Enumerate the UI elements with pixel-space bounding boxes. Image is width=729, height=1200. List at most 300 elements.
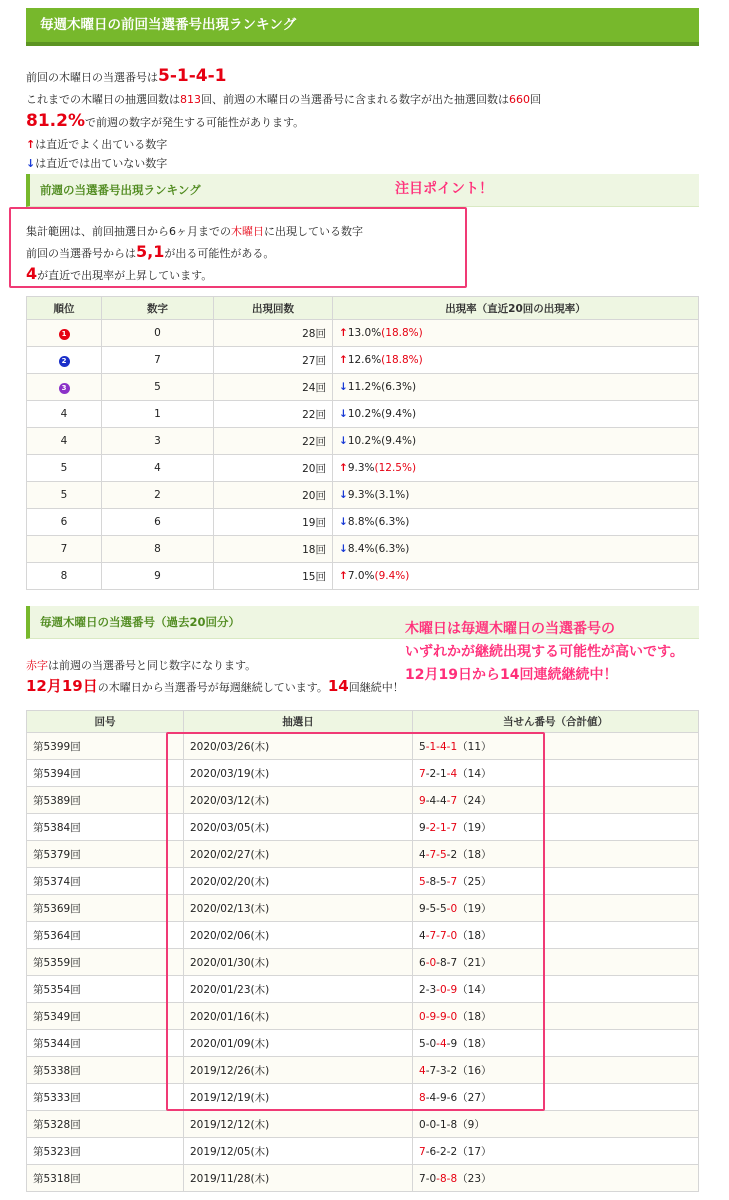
winning-digit: 7 [429,929,437,942]
winning-digit: 7 [419,1145,426,1158]
rate-cell [333,536,699,563]
rank-cell [27,320,102,347]
table-row [27,563,699,590]
winning-digit: 0 [419,1010,426,1023]
arrow-up-icon: ↑ [339,327,348,339]
winning-digit: 4 [439,794,447,807]
table-row [27,428,699,455]
sum-value: （21） [457,956,492,969]
digit-cell: 2 [102,482,214,509]
winning-digit: 8 [450,1172,458,1185]
rate-cell [333,563,699,590]
sum-value: （25） [457,875,492,888]
rate-value: 9.3% [347,462,375,474]
winning-digit: 0 [419,1118,426,1131]
sum-value: （17） [457,1145,492,1158]
sum-value: （27） [457,1091,492,1104]
scope-line-3 [26,264,363,286]
digit-cell: 0 [102,320,214,347]
draw-number-cell: 第5394回 [27,760,184,787]
rank-cell: 8 [27,563,102,590]
digit-separator: - [436,740,440,753]
winning-digit: 6 [429,1145,437,1158]
rank-cell: 4 [27,428,102,455]
count-cell: 15回 [214,563,333,590]
winning-digit: 4 [419,848,426,861]
draw-date-cell: 2019/12/05(木) [184,1138,413,1165]
sum-value: （19） [457,821,492,834]
sum-value: （18） [457,929,492,942]
winning-digit: 7 [450,794,458,807]
draw-number-cell: 第5338回 [27,1057,184,1084]
digit-separator: - [425,875,430,888]
digit-separator: - [425,1064,430,1077]
digit-separator: - [446,1010,451,1023]
table-row [27,1111,699,1138]
rank-medal-icon: 2 [59,356,70,367]
sum-value: （23） [457,1172,492,1185]
ranking-header-row [27,297,699,320]
recent-rate-value: (12.5%) [374,462,417,474]
scope-weekday: 木曜日 [231,225,264,238]
draw-date-cell: 2020/01/09(木) [184,1030,413,1057]
winning-digit: 9 [419,902,426,915]
col-header-rank: 順位 [27,297,102,320]
digit-cell: 4 [102,455,214,482]
digit-separator: - [425,983,430,996]
draw-date-cell: 2020/02/13(木) [184,895,413,922]
rank-medal-icon: 3 [59,383,70,394]
callout-line-2: いずれかが継続出現する可能性が高いです。 [405,644,684,660]
col-header-rate: 出現率（直近20回の出現率） [333,297,699,320]
intro-summary [26,64,696,173]
callout-line-1: 木曜日は毎週木曜日の当選番号の [405,621,615,637]
rate-cell [333,374,699,401]
digit-separator: - [446,821,451,834]
arrow-up-icon: ↑ [26,138,36,151]
digit-separator: - [436,875,440,888]
digit-separator: - [425,848,430,861]
draw-date-cell: 2019/12/12(木) [184,1111,413,1138]
winning-digit: 0 [439,983,447,996]
recent-rate-value: (6.3%) [381,381,417,393]
draw-date-cell: 2019/11/28(木) [184,1165,413,1192]
winning-digit: 0 [450,902,458,915]
legend-down [26,154,696,173]
rate-cell [333,482,699,509]
digit-separator: - [425,821,430,834]
col-header-count: 出現回数 [214,297,333,320]
arrow-down-icon: ↓ [339,489,348,501]
intro-line-probability [26,109,696,135]
sum-value: （18） [457,1010,492,1023]
winning-digit: 5 [439,848,447,861]
digit-separator: - [436,1010,440,1023]
recent-rate-value: (3.1%) [374,489,410,501]
digit-separator: - [436,1037,440,1050]
draw-date-cell: 2019/12/19(木) [184,1084,413,1111]
legend-red-word: 赤字 [26,659,48,672]
table-row [27,509,699,536]
arrow-down-icon: ↓ [26,157,36,170]
legend-text: は前週の当選番号と同じ数字になります。 [48,659,257,672]
winning-digit: 3 [429,983,437,996]
ranking-body [27,320,699,590]
draw-date-cell: 2020/02/06(木) [184,922,413,949]
sum-value: （9） [457,1118,485,1131]
winning-digit: 7 [450,875,458,888]
digit-separator: - [436,821,440,834]
winning-number-cell [413,1138,699,1165]
winning-digit: 8 [439,956,447,969]
sum-value: （14） [457,767,492,780]
winning-digit: 4 [429,794,437,807]
winning-digit: 4 [450,767,458,780]
winning-number-cell [413,1165,699,1192]
draw-number-cell: 第5369回 [27,895,184,922]
digit-separator: - [446,767,451,780]
count-cell: 19回 [214,509,333,536]
sum-value: （16） [457,1064,492,1077]
winning-digit: 9 [439,1091,447,1104]
digit-separator: - [446,1118,451,1131]
legend-down-text: は直近では出ていない数字 [35,157,168,170]
table-row [27,455,699,482]
rate-value: 10.2% [347,435,382,447]
rank-cell: 7 [27,536,102,563]
recent-rate-value: (9.4%) [381,408,417,420]
winning-digit: 4 [439,1037,447,1050]
page-banner-title: 毎週木曜日の前回当選番号出現ランキング [26,8,699,42]
digit-cell: 6 [102,509,214,536]
draw-date-cell: 2020/03/05(木) [184,814,413,841]
winning-digit: 0 [429,1118,437,1131]
highlight-box-streak [166,732,545,1111]
digit-separator: - [425,1037,430,1050]
rate-value: 12.6% [347,354,382,366]
draw-number-cell: 第5323回 [27,1138,184,1165]
winning-digit: 2 [419,983,426,996]
winning-digit: 2 [450,1064,458,1077]
count-cell: 28回 [214,320,333,347]
legend-line-2 [26,676,404,698]
rank-cell: 6 [27,509,102,536]
winning-digit: 7 [429,1064,437,1077]
rate-value: 8.8% [347,516,375,528]
arrow-up-icon: ↑ [339,462,348,474]
scope-text: に出現している数字 [264,225,363,238]
probability-text: で前週の数字が発生する可能性があります。 [84,116,305,129]
table-row [27,374,699,401]
digit-separator: - [446,929,451,942]
legend-line-1 [26,656,404,676]
draw-number-cell: 第5354回 [27,976,184,1003]
draw-date-cell: 2020/03/19(木) [184,760,413,787]
table-row [27,1138,699,1165]
recent-rate-value: (6.3%) [374,543,410,555]
winning-digit: 5 [419,740,426,753]
draw-number-cell: 第5389回 [27,787,184,814]
winning-digit: 9 [419,821,426,834]
digit-separator: - [446,983,451,996]
winning-digit: 5 [419,1037,426,1050]
scope-text: 前回の当選番号からは [26,247,136,260]
sum-value: （24） [457,794,492,807]
draw-date-cell: 2020/01/23(木) [184,976,413,1003]
ranking-table [26,296,699,590]
legend-up-text: は直近でよく出ている数字 [35,138,168,151]
table-row [27,536,699,563]
digit-separator: - [425,1145,430,1158]
draws-total: 813 [180,93,201,106]
draw-number-cell: 第5359回 [27,949,184,976]
digit-separator: - [446,1172,451,1185]
draw-number-cell: 第5399回 [27,733,184,760]
draw-header-row [27,711,699,733]
scope-likely-digits: 5,1 [136,242,165,261]
rate-value: 10.2% [347,408,382,420]
arrow-up-icon: ↑ [339,354,348,366]
draw-date-cell: 2020/03/12(木) [184,787,413,814]
winning-digit: 5 [439,875,447,888]
intro-line-draws [26,90,696,109]
digit-separator: - [425,1091,430,1104]
prev-winning-number: 5-1-4-1 [158,66,227,86]
callout-line-3: 12月19日から14回連続継続中！ [405,667,618,683]
recent-rate-value: (18.8%) [381,354,423,366]
winning-digit: 8 [439,1172,447,1185]
arrow-down-icon: ↓ [339,381,348,393]
winning-digit: 2 [450,848,458,861]
count-cell: 20回 [214,455,333,482]
section-heading-ranking: 前週の当選番号出現ランキング [26,174,699,207]
sum-value: （11） [457,740,492,753]
digit-cell: 3 [102,428,214,455]
winning-digit: 6 [450,1091,458,1104]
table-row [27,1165,699,1192]
winning-digit: 5 [439,902,447,915]
arrow-up-icon: ↑ [339,570,348,582]
legend-streak-count: 14 [327,677,349,695]
digit-cell: 8 [102,536,214,563]
rate-cell [333,320,699,347]
legend-text: の木曜日から当選番号が毎週継続しています。 [97,681,328,694]
rate-value: 9.3% [347,489,375,501]
draw-number-cell: 第5333回 [27,1084,184,1111]
winning-digit: 8 [419,1091,426,1104]
winning-digit: 4 [419,929,426,942]
col-header-draw-date: 抽選日 [184,711,413,733]
digit-separator: - [436,902,440,915]
digit-separator: - [425,1118,430,1131]
draw-number-cell: 第5374回 [27,868,184,895]
winning-digit: 0 [450,929,458,942]
winning-digit: 2 [429,767,437,780]
digit-separator: - [436,1091,440,1104]
arrow-down-icon: ↓ [339,543,348,555]
draw-number-cell: 第5318回 [27,1165,184,1192]
count-cell: 24回 [214,374,333,401]
digit-separator: - [446,1064,451,1077]
rate-cell [333,401,699,428]
winning-digit: 1 [429,740,437,753]
sum-value: （19） [457,902,492,915]
winning-digit: 7 [439,929,447,942]
count-cell: 18回 [214,536,333,563]
winning-digit: 7 [419,1172,426,1185]
winning-digit: 3 [439,1064,447,1077]
draw-date-cell: 2019/12/26(木) [184,1057,413,1084]
draw-date-cell: 2020/01/16(木) [184,1003,413,1030]
winning-number-cell [413,1111,699,1138]
col-header-draw-no: 回号 [27,711,184,733]
digit-separator: - [425,794,430,807]
draw-date-cell: 2020/02/27(木) [184,841,413,868]
digit-separator: - [446,956,451,969]
arrow-down-icon: ↓ [339,408,348,420]
winning-digit: 7 [450,956,458,969]
rate-cell [333,509,699,536]
rank-cell [27,347,102,374]
section-heading-history: 毎週木曜日の当選番号（過去20回分） [26,606,699,639]
rank-cell: 5 [27,455,102,482]
digit-separator: - [425,740,430,753]
winning-digit: 7 [450,821,458,834]
digit-separator: - [436,1118,440,1131]
draw-date-cell: 2020/03/26(木) [184,733,413,760]
recent-rate-value: (18.8%) [381,327,423,339]
draw-date-cell: 2020/01/30(木) [184,949,413,976]
legend-text: 回継続中！ [348,681,404,694]
digit-separator: - [446,794,451,807]
draw-date-cell: 2020/02/20(木) [184,868,413,895]
draw-number-cell: 第5364回 [27,922,184,949]
winning-digit: 7 [429,848,437,861]
rate-value: 8.4% [347,543,375,555]
digit-separator: - [436,983,440,996]
digit-cell: 5 [102,374,214,401]
scope-text: が出る可能性がある。 [164,247,275,260]
callout-attention: 注目ポイント！ [395,181,493,197]
draw-number-cell: 第5328回 [27,1111,184,1138]
scope-text: が直近で出現率が上昇しています。 [37,269,213,282]
winning-digit: 6 [419,956,426,969]
scope-rising-digit: 4 [26,264,38,283]
winning-digit: 9 [429,1010,437,1023]
digit-separator: - [436,929,440,942]
prev-number-label: 前回の木曜日の当選番号は [26,71,158,84]
draw-number-cell: 第5379回 [27,841,184,868]
rank-cell: 5 [27,482,102,509]
rate-cell [333,455,699,482]
digit-cell: 1 [102,401,214,428]
recent-rate-value: (9.4%) [374,570,410,582]
scope-description [26,222,363,286]
digit-separator: - [436,1064,440,1077]
winning-digit: 0 [450,1010,458,1023]
table-row [27,482,699,509]
digit-separator: - [436,848,440,861]
digit-separator: - [425,902,430,915]
winning-digit: 8 [429,875,437,888]
draws-hit: 660 [509,93,530,106]
winning-digit: 1 [450,740,458,753]
draws-text-post: 回 [530,93,541,106]
legend-start-date: 12月19日 [26,677,98,695]
winning-digit: 1 [439,821,447,834]
rate-value: 13.0% [347,327,382,339]
rank-medal-icon: 1 [59,329,70,340]
winning-digit: 9 [450,1037,458,1050]
winning-digit: 2 [439,1145,447,1158]
digit-separator: - [425,767,430,780]
winning-digit: 9 [450,983,458,996]
draws-text-pre: これまでの木曜日の抽選回数は [26,93,180,106]
probability-value: 81.2% [26,111,85,131]
winning-digit: 8 [450,1118,458,1131]
digit-separator: - [446,740,451,753]
recent-rate-value: (6.3%) [374,516,410,528]
draw-number-cell: 第5349回 [27,1003,184,1030]
winning-digit: 4 [439,740,447,753]
winning-digit: 4 [419,1064,426,1077]
winning-digit: 1 [439,1118,447,1131]
digit-separator: - [446,1091,451,1104]
winning-digit: 2 [450,1145,458,1158]
draws-text-mid: 回、前週の木曜日の当選番号に含まれる数字が出た抽選回数は [201,93,509,106]
col-header-digit: 数字 [102,297,214,320]
rate-cell [333,428,699,455]
table-row [27,347,699,374]
digit-separator: - [425,929,430,942]
digit-separator: - [425,956,430,969]
winning-digit: 9 [439,1010,447,1023]
table-row [27,320,699,347]
winning-digit: 5 [419,875,426,888]
winning-digit: 0 [429,1172,437,1185]
digit-separator: - [446,848,451,861]
winning-digit: 2 [429,821,437,834]
history-legend [26,656,404,698]
count-cell: 27回 [214,347,333,374]
intro-line-prev [26,64,696,90]
scope-line-2 [26,242,363,264]
winning-digit: 1 [439,767,447,780]
rate-value: 11.2% [347,381,382,393]
sum-value: （18） [457,848,492,861]
digit-cell: 9 [102,563,214,590]
sum-value: （14） [457,983,492,996]
count-cell: 20回 [214,482,333,509]
digit-separator: - [446,1145,451,1158]
table-row [27,401,699,428]
rank-cell: 4 [27,401,102,428]
digit-separator: - [436,794,440,807]
digit-separator: - [436,1172,440,1185]
digit-separator: - [446,1037,451,1050]
legend-up [26,135,696,154]
rate-value: 7.0% [347,570,375,582]
scope-line-1 [26,222,363,242]
arrow-down-icon: ↓ [339,435,348,447]
draw-number-cell: 第5344回 [27,1030,184,1057]
winning-digit: 7 [419,767,426,780]
digit-separator: - [446,902,451,915]
rank-cell [27,374,102,401]
arrow-down-icon: ↓ [339,516,348,528]
digit-separator: - [446,875,451,888]
digit-separator: - [425,1010,430,1023]
